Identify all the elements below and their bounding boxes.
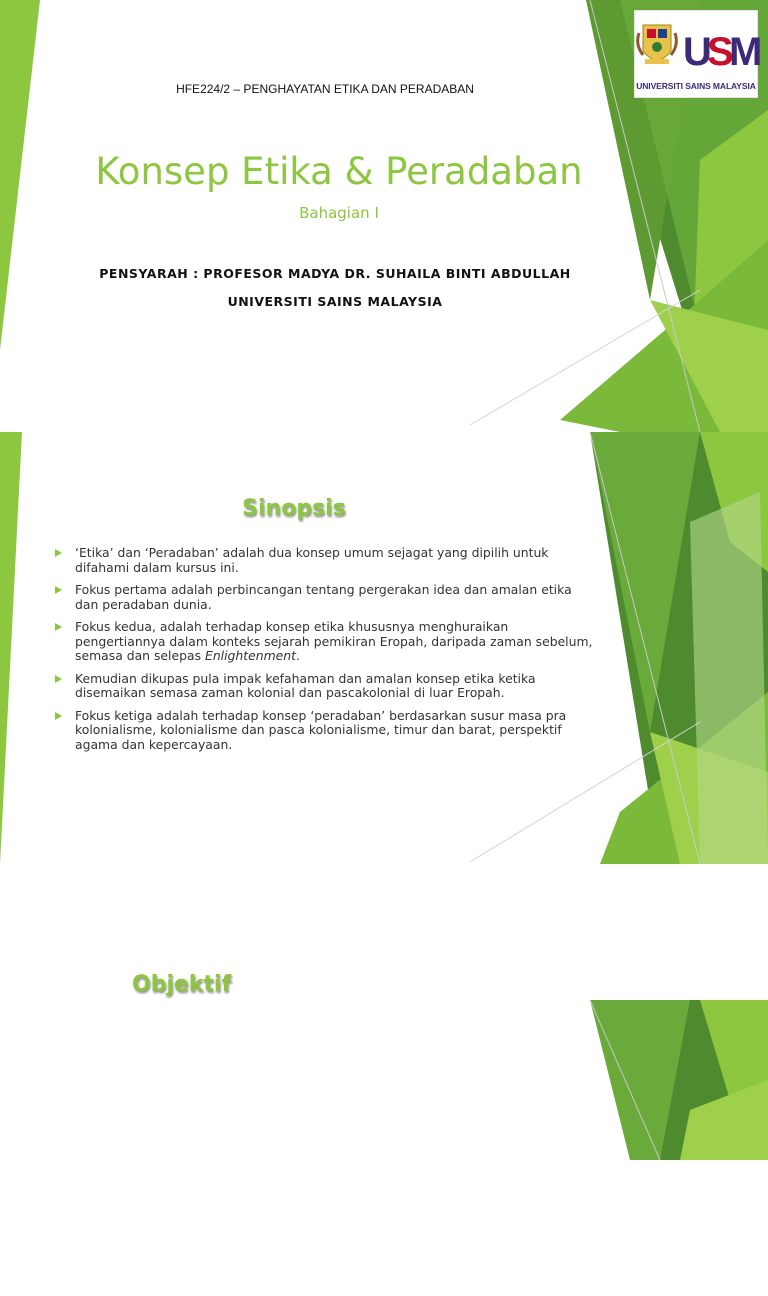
svg-text:S: S bbox=[707, 30, 734, 74]
list-item: Fokus kedua, adalah terhadap konsep etika khususnya menghuraikan pengertiannya dalam konteks sejarah pemikiran Eropah, daripada zaman sebelum, semasa dan selepas Enlightenment. bbox=[54, 620, 594, 664]
list-item: Fokus pertama adalah perbincangan tentang pergerakan idea dan amalan etika dan peradaban dunia. bbox=[54, 583, 594, 612]
bullet-arrow-icon bbox=[55, 586, 62, 594]
synopsis-slide bbox=[0, 432, 768, 864]
section-title: Sinopsis bbox=[242, 496, 346, 521]
title-slide bbox=[0, 0, 768, 432]
list-item: ‘Etika’ dan ‘Peradaban’ adalah dua konsep umum sejagat yang dipilih untuk difahami dalam kursus ini. bbox=[54, 546, 594, 575]
logo-caption: UNIVERSITI SAINS MALAYSIA bbox=[636, 81, 756, 91]
university-crest-icon bbox=[635, 11, 763, 81]
section-title: Objektif bbox=[132, 972, 232, 997]
bullet-arrow-icon bbox=[55, 623, 62, 631]
slide-subtitle: Bahagian I bbox=[299, 204, 379, 222]
slide-title: Konsep Etika & Peradaban bbox=[95, 150, 583, 193]
svg-text:U: U bbox=[683, 30, 712, 74]
list-item: Kemudian dikupas pula impak kefahaman dan amalan konsep etika ketika disemaikan semasa zaman kolonial dan pascakolonial di luar Eropah. bbox=[54, 672, 594, 701]
list-item: Fokus ketiga adalah terhadap konsep ‘peradaban’ berdasarkan susur masa pra kolonialisme, kolonialisme dan pasca kolonialisme, timur dan barat, perspektif agama dan kepercayaan. bbox=[54, 709, 594, 753]
green-facet-decoration bbox=[0, 864, 768, 1296]
bullet-arrow-icon bbox=[55, 675, 62, 683]
bullet-arrow-icon bbox=[55, 712, 62, 720]
usm-logo bbox=[634, 10, 763, 98]
bullet-arrow-icon bbox=[55, 549, 62, 557]
institution-name: UNIVERSITI SAINS MALAYSIA bbox=[227, 294, 443, 309]
course-code: HFE224/2 – PENGHAYATAN ETIKA DAN PERADABAN bbox=[176, 82, 474, 96]
synopsis-list bbox=[54, 546, 594, 760]
svg-text:M: M bbox=[729, 30, 763, 74]
objective-slide bbox=[0, 864, 768, 1024]
lecturer-name: PENSYARAH : PROFESOR MADYA DR. SUHAILA BINTI ABDULLAH bbox=[99, 266, 571, 281]
